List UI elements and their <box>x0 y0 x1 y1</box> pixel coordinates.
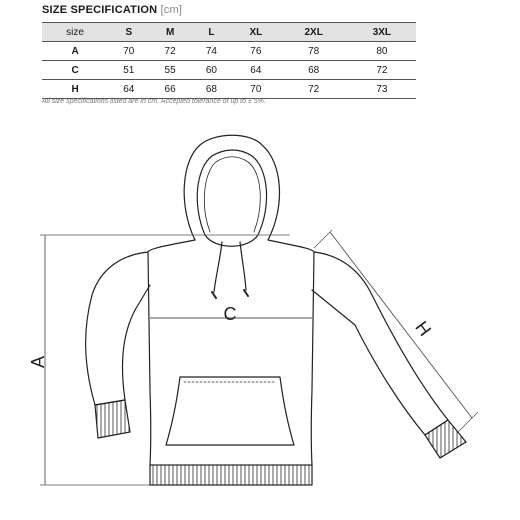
table-cell: 76 <box>232 42 279 61</box>
table-cell: 70 <box>232 80 279 99</box>
size-table-header-row <box>42 23 416 42</box>
size-header: L <box>191 23 232 42</box>
table-cell: 64 <box>108 80 149 99</box>
size-table <box>42 22 416 99</box>
table-cell: 72 <box>348 61 416 80</box>
table-cell: 80 <box>348 42 416 61</box>
dimension-a-label: A <box>28 355 48 369</box>
size-header: 3XL <box>348 23 416 42</box>
row-label: H <box>42 80 108 99</box>
hoodie-diagram <box>0 120 520 520</box>
body-left-side <box>148 252 151 465</box>
tolerance-note: All size specifications listed are in cm. Accepted tolerance of up to ± 5%. <box>42 98 266 105</box>
table-cell: 68 <box>280 61 348 80</box>
table-cell: 60 <box>191 61 232 80</box>
heading-unit: [cm] <box>160 4 183 16</box>
right-sleeve <box>312 252 448 435</box>
waist-rib <box>150 465 312 485</box>
heading-main: SIZE SPECIFICATION <box>42 4 158 16</box>
size-header: XL <box>232 23 279 42</box>
kangaroo-pocket <box>166 377 294 445</box>
table-cell: 64 <box>232 61 279 80</box>
size-header: S <box>108 23 149 42</box>
size-spec-heading <box>42 4 182 16</box>
table-cell: 51 <box>108 61 149 80</box>
row-label: C <box>42 61 108 80</box>
table-row <box>42 61 416 80</box>
table-cell: 66 <box>149 80 190 99</box>
size-header: 2XL <box>280 23 348 42</box>
table-cell: 55 <box>149 61 190 80</box>
table-cell: 72 <box>149 42 190 61</box>
drawstring-right <box>240 242 246 290</box>
dimension-c-label: C <box>223 304 237 324</box>
left-sleeve <box>86 252 150 405</box>
dimension-h-label: H <box>411 317 436 340</box>
table-cell: 74 <box>191 42 232 61</box>
dimension-h-line <box>330 232 472 418</box>
table-row <box>42 42 416 61</box>
table-cell: 70 <box>108 42 149 61</box>
left-cuff <box>95 400 130 438</box>
body-right-side <box>311 252 314 465</box>
size-header: M <box>149 23 190 42</box>
drawstring-left <box>214 242 222 292</box>
table-cell: 73 <box>348 80 416 99</box>
right-cuff <box>425 420 466 458</box>
hood-inner <box>197 150 266 235</box>
row-label: A <box>42 42 108 61</box>
corner-cell: size <box>42 23 108 42</box>
hood-outer <box>184 135 279 240</box>
table-row <box>42 80 416 99</box>
table-cell: 68 <box>191 80 232 99</box>
table-cell: 78 <box>280 42 348 61</box>
table-cell: 72 <box>280 80 348 99</box>
